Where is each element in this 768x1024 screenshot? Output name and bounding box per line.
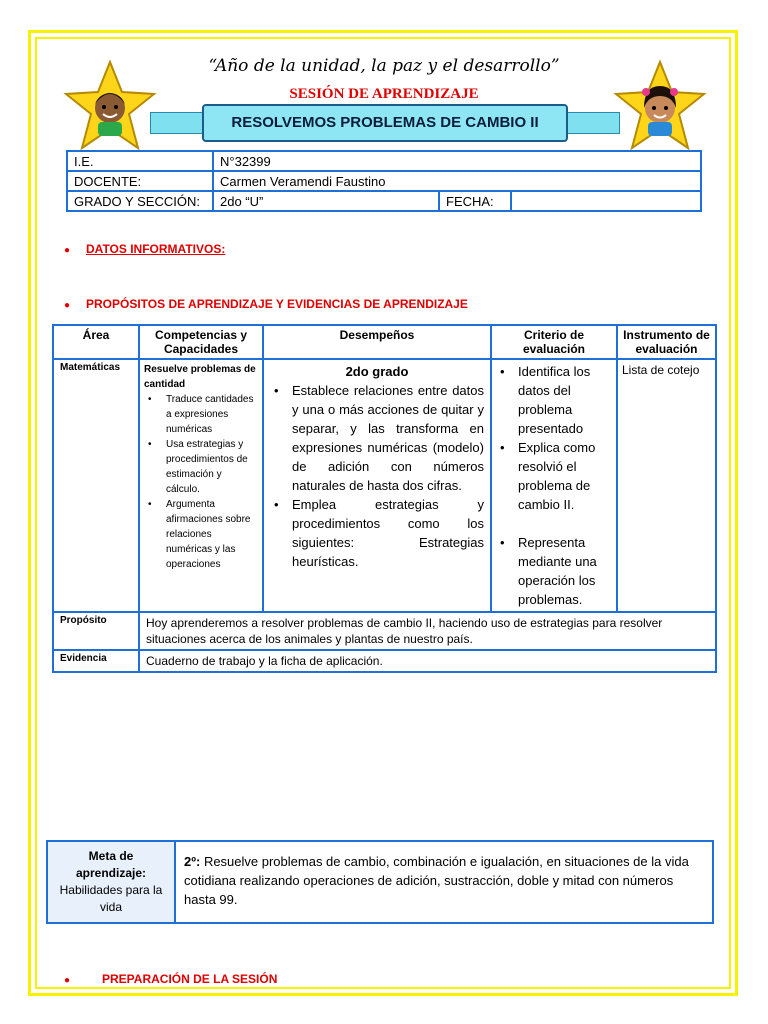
meta-text-cell — [175, 841, 713, 923]
evidencia-label: Evidencia — [53, 650, 139, 672]
header-desempenos: Desempeños — [263, 325, 491, 359]
instrumento-value: Lista de cotejo — [617, 359, 716, 612]
area-value: Matemáticas — [53, 359, 139, 612]
desempeno-item: • Emplea estrategias y procedimientos como los siguientes: Estrategias heurísticas. — [270, 495, 484, 571]
desempenos-cell — [263, 359, 491, 612]
ie-value: N°32399 — [213, 151, 701, 171]
capacidad-item: • Usa estrategias y procedimientos de estimación y cálculo. — [144, 437, 258, 497]
section-preparacion: ● PREPARACIÓN DE LA SESIÓN — [64, 972, 278, 986]
table-row — [53, 359, 716, 612]
table-row — [53, 612, 716, 650]
header-competencias: Competencias y Capacidades — [139, 325, 263, 359]
meta-text: Resuelve problemas de cambio, combinación e igualación, en situaciones de la vida cotidiana realizando operaciones de adición, sustracción, doble y mitad con números hasta 99. — [184, 854, 689, 907]
competencia-title: Resuelve problemas de cantidad — [144, 364, 256, 390]
capacidad-item: • Argumenta afirmaciones sobre relaciones numéricas y las operaciones — [144, 497, 258, 572]
meta-table — [46, 840, 714, 924]
table-header-row — [53, 325, 716, 359]
meta-label-cell — [47, 841, 175, 923]
meta-label: Meta de aprendizaje: — [75, 849, 147, 880]
info-table — [66, 150, 702, 212]
desempeno-item: • Establece relaciones entre datos y una o más acciones de quitar y separar, y las transforma en expresiones numéricas (modelo) de adición con números naturales de hasta dos cifras. — [270, 381, 484, 495]
header-area: Área — [53, 325, 139, 359]
grado-label: GRADO Y SECCIÓN: — [67, 191, 213, 211]
lesson-title: RESOLVEMOS PROBLEMAS DE CAMBIO II — [202, 104, 568, 142]
capacidad-item: • Traduce cantidades a expresiones numéricas — [144, 392, 258, 437]
fecha-value — [511, 191, 701, 211]
criterio-item: • Explica como resolvió el problema de cambio II. — [496, 438, 612, 514]
bullet-icon: ● — [64, 300, 71, 311]
desempenos-grade: 2do grado — [345, 364, 409, 379]
proposito-text: Hoy aprenderemos a resolver problemas de cambio II, haciendo uso de estrategias para resolver situaciones acerca de los animales y plantas de nuestro país. — [139, 612, 716, 650]
star-boy-icon — [62, 58, 158, 154]
criterio-cell — [491, 359, 617, 612]
star-girl-icon — [612, 58, 708, 154]
grado-value: 2do “U” — [213, 191, 439, 211]
competencias-cell — [139, 359, 263, 612]
docente-label: DOCENTE: — [67, 171, 213, 191]
propositos-table — [52, 324, 717, 673]
fecha-label: FECHA: — [439, 191, 511, 211]
title-banner — [150, 100, 620, 150]
bullet-icon: ● — [64, 245, 71, 256]
meta-sublabel: Habilidades para la vida — [59, 883, 163, 914]
evidencia-text: Cuaderno de trabajo y la ficha de aplicación. — [139, 650, 716, 672]
header-criterio: Criterio de evaluación — [491, 325, 617, 359]
ie-label: I.E. — [67, 151, 213, 171]
motto: “Año de la unidad, la paz y el desarrollo” — [208, 56, 560, 76]
section-datos: ● DATOS INFORMATIVOS: — [64, 242, 226, 256]
criterio-item: • Representa mediante una operación los problemas. — [496, 533, 612, 609]
session-title: SESIÓN DE APRENDIZAJE — [289, 86, 479, 102]
docente-value: Carmen Veramendi Faustino — [213, 171, 701, 191]
criterio-item: • Identifica los datos del problema presentado — [496, 362, 612, 438]
bullet-icon: ● — [64, 975, 71, 986]
proposito-label: Propósito — [53, 612, 139, 650]
section-propositos: ● PROPÓSITOS DE APRENDIZAJE Y EVIDENCIAS DE APRENDIZAJE — [64, 297, 468, 311]
table-row — [53, 650, 716, 672]
meta-grade: 2º: — [184, 854, 201, 869]
header-instrumento: Instrumento de evaluación — [617, 325, 716, 359]
